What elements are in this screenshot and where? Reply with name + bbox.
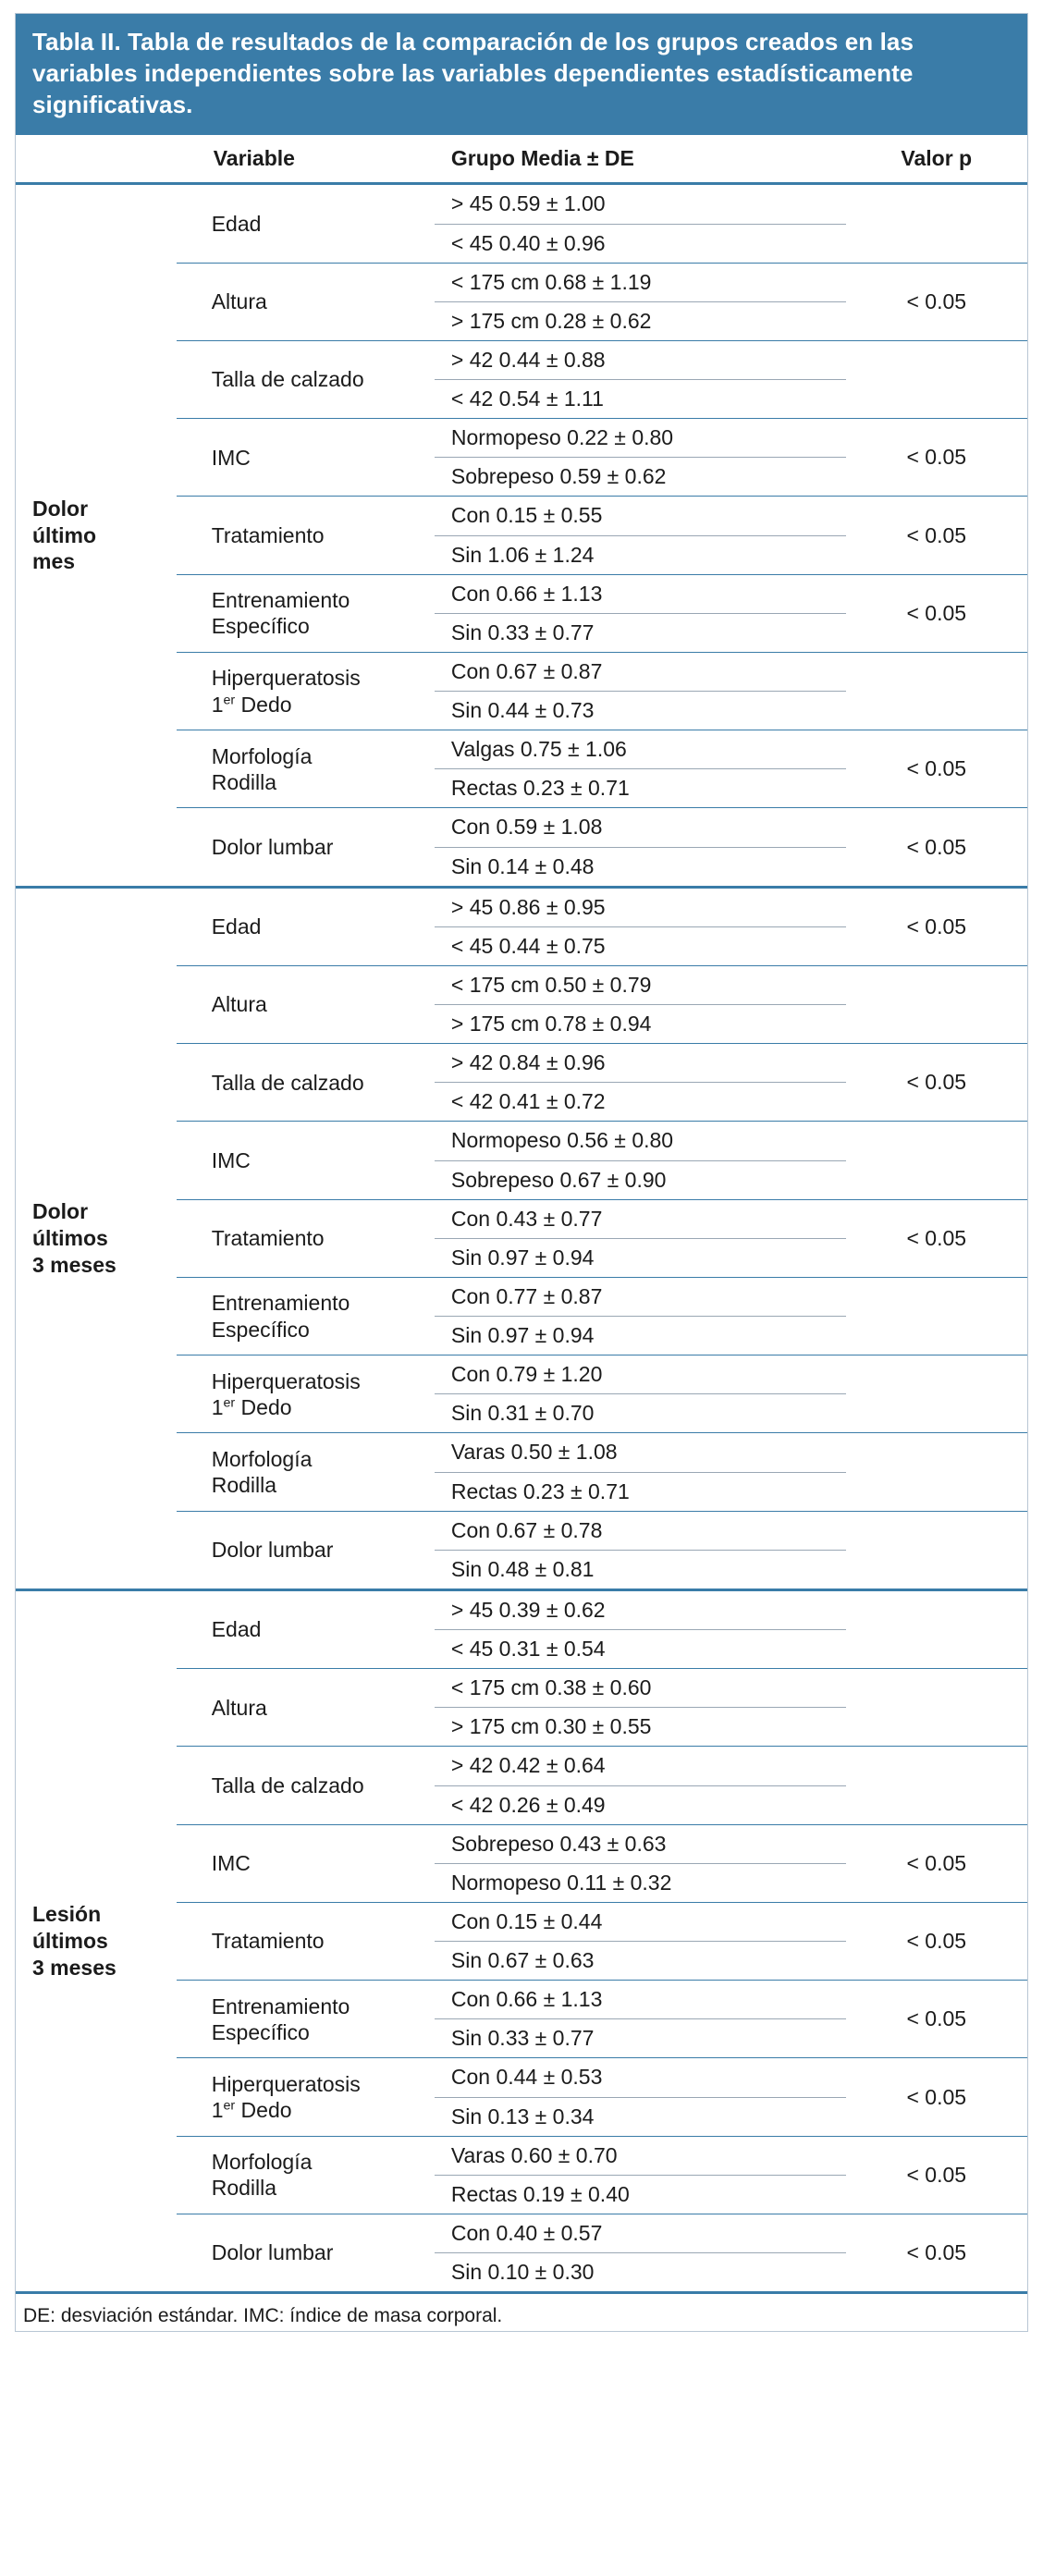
column-header-variable: Variable [177, 135, 435, 184]
variable-cell: Edad [177, 184, 435, 263]
values-cell [435, 808, 846, 887]
value-line: Con 0.59 ± 1.08 [435, 808, 846, 847]
variable-cell: Morfología Rodilla [177, 730, 435, 808]
value-line: Sin 0.14 ± 0.48 [450, 853, 595, 878]
value-line: Con 0.67 ± 0.87 [435, 653, 846, 692]
variable-cell: Tratamiento [177, 1199, 435, 1277]
values-cell [435, 1122, 846, 1199]
values-cell [435, 1044, 846, 1122]
values-cell [435, 1199, 846, 1277]
values-cell [435, 965, 846, 1043]
value-line: Normopeso 0.56 ± 0.80 [435, 1122, 846, 1160]
pvalue-cell [846, 184, 1028, 263]
column-header-grupo: Grupo Media ± DE [435, 135, 846, 184]
value-line: Sin 0.13 ± 0.34 [450, 2104, 595, 2128]
value-line: < 175 cm 0.68 ± 1.19 [435, 264, 846, 302]
value-line: < 45 0.31 ± 0.54 [450, 1637, 606, 1662]
variable-cell: Hiperqueratosis 1er Dedo [177, 652, 435, 730]
value-line: < 45 0.44 ± 0.75 [450, 933, 606, 958]
variable-cell: Entrenamiento Específico [177, 1981, 435, 2058]
pvalue-cell: < 0.05 [846, 574, 1028, 652]
value-line: > 42 0.42 ± 0.64 [435, 1747, 846, 1785]
pvalue-cell [846, 340, 1028, 418]
value-line: Sin 0.97 ± 0.94 [450, 1323, 595, 1348]
values-cell [435, 263, 846, 340]
pvalue-cell: < 0.05 [846, 2058, 1028, 2136]
values-cell [435, 730, 846, 808]
value-line: > 45 0.86 ± 0.95 [435, 889, 846, 927]
value-line: > 175 cm 0.78 ± 0.94 [450, 1012, 652, 1037]
values-cell [435, 419, 846, 497]
pvalue-cell: < 0.05 [846, 808, 1028, 887]
results-table [16, 135, 1027, 2294]
pvalue-cell: < 0.05 [846, 1902, 1028, 1980]
values-cell [435, 1981, 846, 2058]
variable-cell: Dolor lumbar [177, 2214, 435, 2292]
values-cell [435, 2214, 846, 2292]
value-line: Sobrepeso 0.43 ± 0.63 [435, 1825, 846, 1864]
value-line: Sin 1.06 ± 1.24 [450, 542, 595, 567]
values-cell [435, 1669, 846, 1747]
variable-cell: Entrenamiento Específico [177, 1277, 435, 1355]
pvalue-cell: < 0.05 [846, 887, 1028, 965]
variable-cell: Dolor lumbar [177, 808, 435, 887]
values-cell [435, 497, 846, 574]
value-line: Normopeso 0.11 ± 0.32 [450, 1870, 672, 1895]
value-line: < 42 0.54 ± 1.11 [450, 386, 604, 411]
pvalue-cell [846, 1669, 1028, 1747]
variable-cell: Tratamiento [177, 497, 435, 574]
values-cell [435, 1589, 846, 1668]
pvalue-cell [846, 1589, 1028, 1668]
pvalue-cell [846, 1511, 1028, 1589]
value-line: < 45 0.40 ± 0.96 [450, 230, 606, 255]
table-body [16, 184, 1027, 2293]
value-line: Sobrepeso 0.67 ± 0.90 [450, 1167, 667, 1192]
value-line: Rectas 0.23 ± 0.71 [450, 1478, 630, 1503]
value-line: > 175 cm 0.30 ± 0.55 [450, 1714, 652, 1739]
value-line: Con 0.79 ± 1.20 [435, 1355, 846, 1394]
pvalue-cell: < 0.05 [846, 730, 1028, 808]
value-line: Varas 0.60 ± 0.70 [435, 2137, 846, 2176]
variable-cell: Altura [177, 1669, 435, 1747]
value-line: Con 0.66 ± 1.13 [435, 1981, 846, 2019]
table-title: Tabla II. Tabla de resultados de la comparación de los grupos creados en las variables independientes sobre las variables dependientes estadísticamente significativas. [16, 14, 1027, 135]
value-line: Rectas 0.23 ± 0.71 [450, 776, 630, 801]
value-line: Valgas 0.75 ± 1.06 [435, 730, 846, 769]
values-cell [435, 2136, 846, 2214]
values-cell [435, 1747, 846, 1824]
value-line: Sin 0.44 ± 0.73 [450, 698, 595, 723]
value-line: Con 0.66 ± 1.13 [435, 575, 846, 614]
variable-cell: Talla de calzado [177, 1747, 435, 1824]
pvalue-cell [846, 652, 1028, 730]
pvalue-cell: < 0.05 [846, 497, 1028, 574]
value-line: Con 0.43 ± 0.77 [435, 1200, 846, 1239]
pvalue-cell: < 0.05 [846, 1199, 1028, 1277]
variable-cell: Altura [177, 263, 435, 340]
variable-cell: Talla de calzado [177, 1044, 435, 1122]
value-line: > 175 cm 0.28 ± 0.62 [450, 308, 652, 333]
variable-cell: Altura [177, 965, 435, 1043]
pvalue-cell: < 0.05 [846, 1981, 1028, 2058]
variable-cell: IMC [177, 419, 435, 497]
value-line: Varas 0.50 ± 1.08 [435, 1433, 846, 1472]
pvalue-cell [846, 965, 1028, 1043]
pvalue-cell: < 0.05 [846, 263, 1028, 340]
variable-cell: Talla de calzado [177, 340, 435, 418]
pvalue-cell [846, 1747, 1028, 1824]
value-line: Con 0.15 ± 0.55 [435, 497, 846, 535]
pvalue-cell [846, 1355, 1028, 1433]
values-cell [435, 1511, 846, 1589]
variable-cell: Dolor lumbar [177, 1511, 435, 1589]
pvalue-cell: < 0.05 [846, 1824, 1028, 1902]
value-line: Sin 0.48 ± 0.81 [450, 1556, 595, 1581]
variable-cell: Tratamiento [177, 1902, 435, 1980]
values-cell [435, 1824, 846, 1902]
group-label-cell: Dolor últimos 3 meses [16, 887, 177, 1589]
value-line: > 42 0.84 ± 0.96 [435, 1044, 846, 1083]
values-cell [435, 340, 846, 418]
value-line: Sin 0.67 ± 0.63 [450, 1948, 595, 1973]
variable-cell: IMC [177, 1824, 435, 1902]
header-spacer [16, 135, 177, 184]
value-line: < 42 0.41 ± 0.72 [450, 1089, 606, 1114]
table-row [16, 184, 1027, 263]
value-line: Rectas 0.19 ± 0.40 [450, 2181, 630, 2206]
pvalue-cell: < 0.05 [846, 1044, 1028, 1122]
pvalue-cell [846, 1122, 1028, 1199]
group-label-cell: Dolor último mes [16, 184, 177, 887]
value-line: Con 0.44 ± 0.53 [435, 2058, 846, 2097]
value-line: > 42 0.44 ± 0.88 [435, 341, 846, 380]
values-cell [435, 574, 846, 652]
table-header-row [16, 135, 1027, 184]
value-line: < 175 cm 0.50 ± 0.79 [435, 966, 846, 1005]
values-cell [435, 1277, 846, 1355]
variable-cell: Edad [177, 887, 435, 965]
value-line: < 175 cm 0.38 ± 0.60 [435, 1669, 846, 1708]
value-line: Sobrepeso 0.59 ± 0.62 [450, 464, 667, 489]
value-line: Con 0.40 ± 0.57 [435, 2214, 846, 2253]
group-label-cell: Lesión últimos 3 meses [16, 1589, 177, 2292]
values-cell [435, 184, 846, 263]
value-line: Sin 0.33 ± 0.77 [450, 2026, 595, 2051]
variable-cell: Hiperqueratosis 1er Dedo [177, 1355, 435, 1433]
value-line: Con 0.77 ± 0.87 [435, 1278, 846, 1317]
values-cell [435, 1902, 846, 1980]
value-line: Sin 0.97 ± 0.94 [450, 1245, 595, 1270]
value-line: < 42 0.26 ± 0.49 [450, 1792, 606, 1817]
pvalue-cell: < 0.05 [846, 419, 1028, 497]
values-cell [435, 652, 846, 730]
value-line: Con 0.15 ± 0.44 [435, 1903, 846, 1942]
value-line: > 45 0.59 ± 1.00 [435, 185, 846, 224]
table-footnote: DE: desviación estándar. IMC: índice de masa corporal. [23, 2305, 503, 2327]
pvalue-cell [846, 1277, 1028, 1355]
value-line: Normopeso 0.22 ± 0.80 [435, 419, 846, 458]
table-row [16, 1589, 1027, 1668]
values-cell [435, 1433, 846, 1511]
pvalue-cell [846, 1433, 1028, 1511]
value-line: Sin 0.33 ± 0.77 [450, 619, 595, 644]
results-table-container [15, 13, 1028, 2332]
pvalue-cell: < 0.05 [846, 2136, 1028, 2214]
variable-cell: Morfología Rodilla [177, 1433, 435, 1511]
value-line: Con 0.67 ± 0.78 [435, 1512, 846, 1551]
variable-cell: Hiperqueratosis 1er Dedo [177, 2058, 435, 2136]
value-line: > 45 0.39 ± 0.62 [435, 1591, 846, 1630]
values-cell [435, 887, 846, 965]
variable-cell: IMC [177, 1122, 435, 1199]
value-line: Sin 0.31 ± 0.70 [450, 1401, 595, 1426]
values-cell [435, 2058, 846, 2136]
variable-cell: Entrenamiento Específico [177, 574, 435, 652]
variable-cell: Morfología Rodilla [177, 2136, 435, 2214]
pvalue-cell: < 0.05 [846, 2214, 1028, 2292]
values-cell [435, 1355, 846, 1433]
variable-cell: Edad [177, 1589, 435, 1668]
value-line: Sin 0.10 ± 0.30 [450, 2260, 595, 2285]
column-header-pvalue: Valor p [846, 135, 1028, 184]
table-row [16, 887, 1027, 965]
